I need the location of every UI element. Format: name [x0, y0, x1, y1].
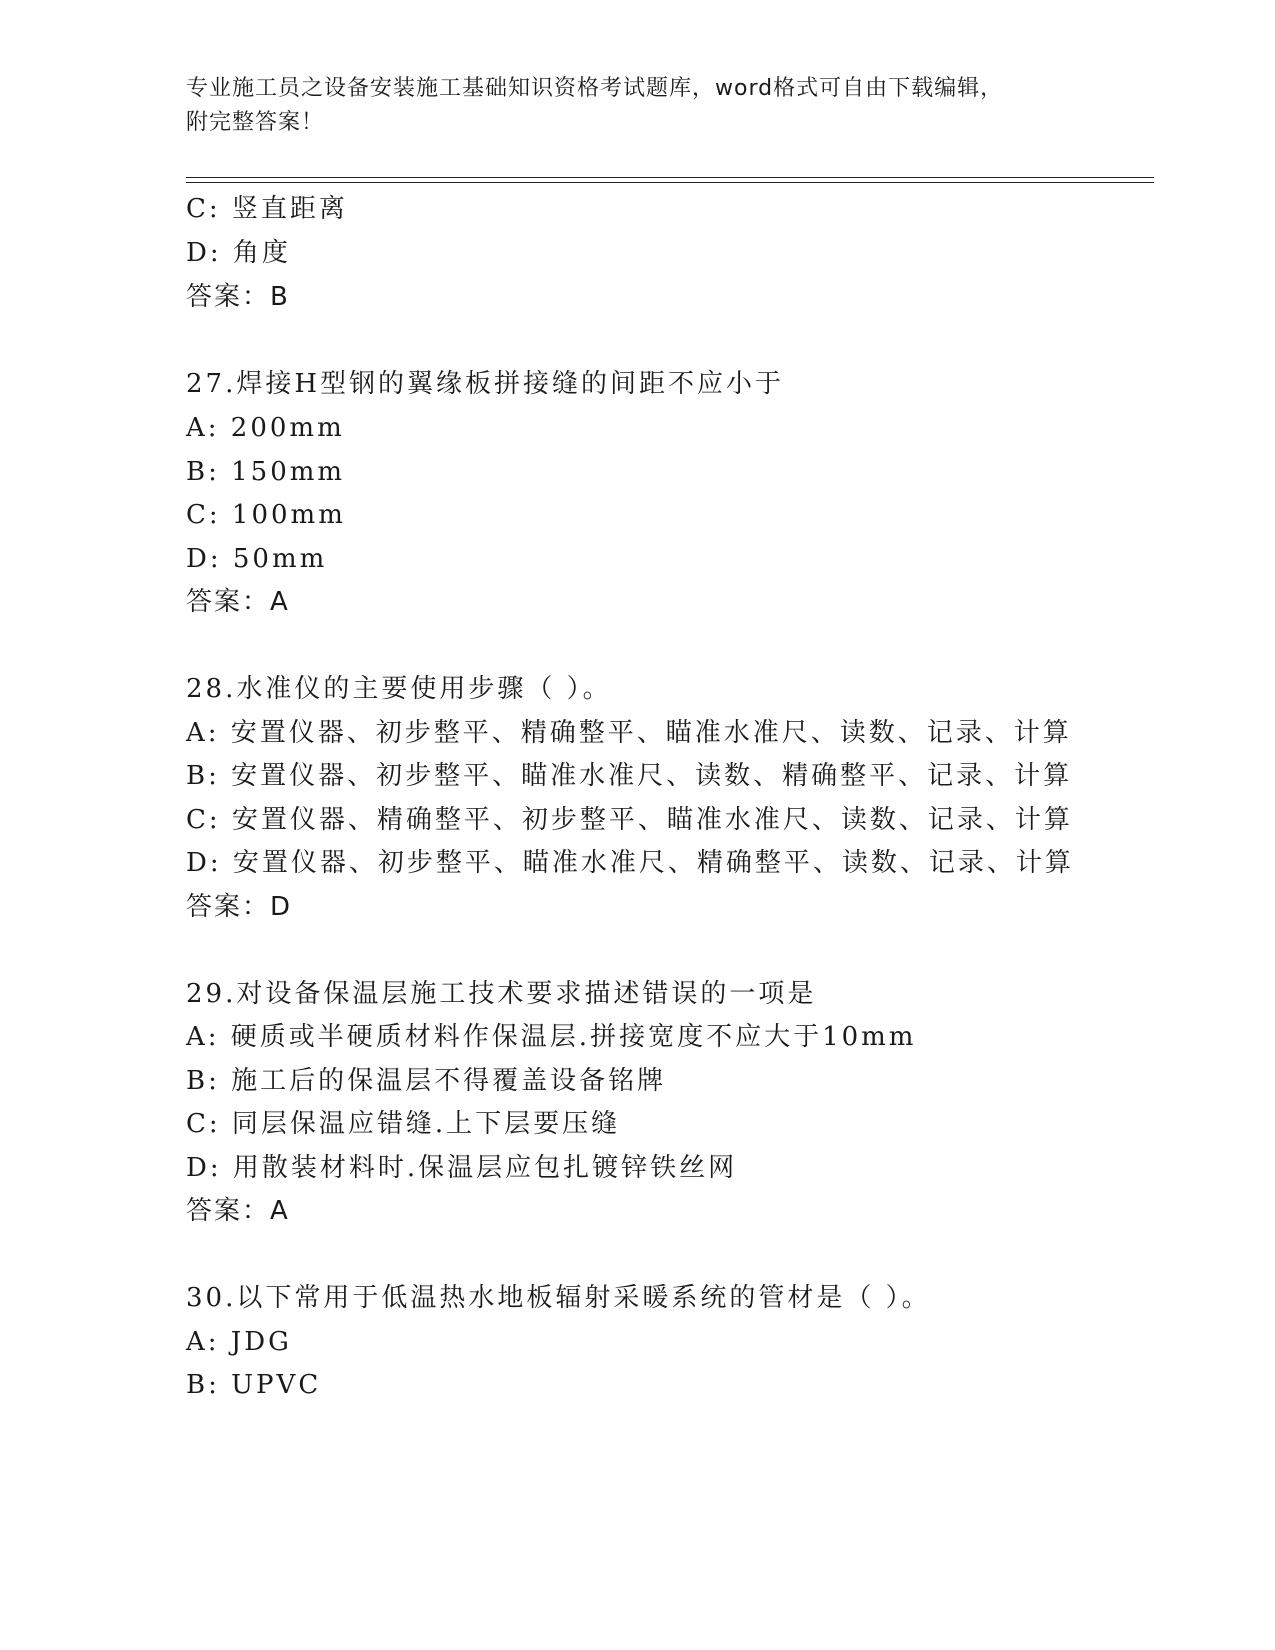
question-27-option-a: A: 200mm	[186, 413, 345, 443]
question-29-option-d: D: 用散装材料时.保温层应包扎镀锌铁丝网	[186, 1153, 738, 1183]
question-30-option-a: A: JDG	[186, 1327, 292, 1357]
question-30-stem: 30.以下常用于低温热水地板辐射采暖系统的管材是（ ）。	[186, 1283, 931, 1313]
question-29-option-a: A: 硬质或半硬质材料作保温层.拼接宽度不应大于10mm	[186, 1022, 917, 1052]
question-28-option-d: D: 安置仪器、初步整平、瞄准水准尺、精确整平、读数、记录、计算	[186, 848, 1074, 878]
header-line-2: 附完整答案！	[186, 110, 325, 135]
header-divider-top	[186, 177, 1154, 178]
question-29-stem: 29.对设备保温层施工技术要求描述错误的一项是	[186, 979, 817, 1009]
question-30-option-b: B: UPVC	[186, 1370, 322, 1400]
question-27-answer: 答案：A	[186, 587, 290, 617]
question-28-stem: 28.水准仪的主要使用步骤（ ）。	[186, 674, 612, 704]
question-28-answer: 答案：D	[186, 892, 293, 922]
question-27-option-c: C: 100mm	[186, 500, 346, 530]
header-line-1: 专业施工员之设备安装施工基础知识资格考试题库，word格式可自由下载编辑，	[186, 76, 1004, 101]
option-d-prev: D: 角度	[186, 238, 291, 268]
header-divider-bottom	[186, 182, 1154, 183]
question-29-option-c: C: 同层保温应错缝.上下层要压缝	[186, 1109, 621, 1139]
question-27-option-b: B: 150mm	[186, 457, 346, 487]
question-27-stem: 27.焊接H型钢的翼缘板拼接缝的间距不应小于	[186, 369, 785, 399]
question-28-option-b: B: 安置仪器、初步整平、瞄准水准尺、读数、精确整平、记录、计算	[186, 761, 1073, 791]
option-c-prev: C: 竖直距离	[186, 194, 348, 224]
document-header	[186, 72, 1086, 140]
answer-prev: 答案：B	[186, 282, 290, 312]
question-27-option-d: D: 50mm	[186, 544, 328, 574]
question-28-option-c: C: 安置仪器、精确整平、初步整平、瞄准水准尺、读数、记录、计算	[186, 805, 1073, 835]
question-29-answer: 答案：A	[186, 1196, 290, 1226]
question-28-option-a: A: 安置仪器、初步整平、精确整平、瞄准水准尺、读数、记录、计算	[186, 718, 1072, 748]
question-29-option-b: B: 施工后的保温层不得覆盖设备铭牌	[186, 1066, 667, 1096]
